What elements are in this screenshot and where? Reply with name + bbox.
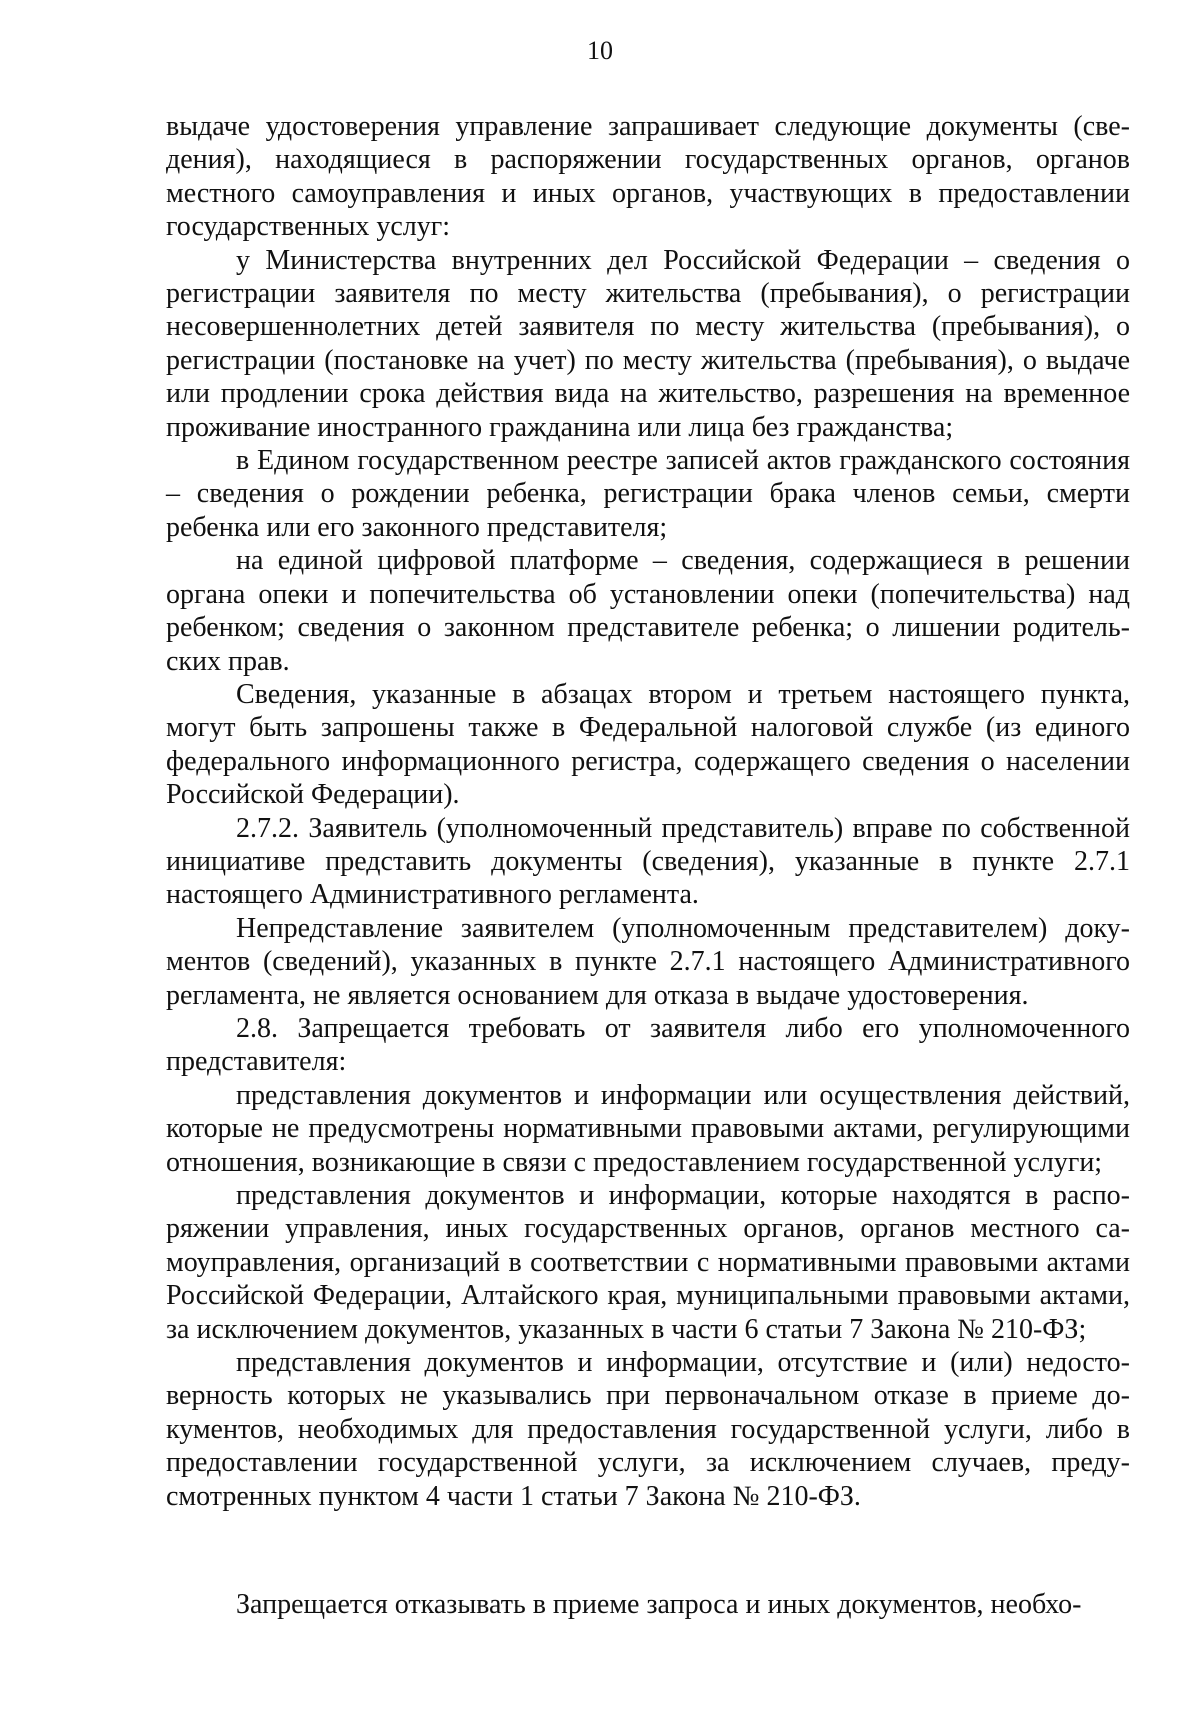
paragraph: представления документов и информации или осуществления действий, которые не предусмотрены нормативными правовыми актами, регулирующими отношения, возникающие в связи с предоставлением государственной услуги; <box>166 1079 1130 1178</box>
continued-paragraph: Запрещается отказывать в приеме запроса и иных документов, необхо- <box>236 1589 1082 1620</box>
paragraph: выдаче удостоверения управление запрашивает следующие документы (сведения), находящиеся в распоряжении государственных органов, органов местного самоуправления и иных органов, участвующих в предоставлении государственных услуг: <box>166 111 1130 243</box>
paragraph: представления документов и информации, которые находятся в распоряжении управления, иных государственных органов, органов местного самоуправления, организаций в соответствии с нормативными правовыми актами Российской Федерации, Алтайского края, муниципальными правовыми актами, за исключением документов, указанных в части 6 статьи 7 Закона № 210-ФЗ; <box>166 1180 1130 1345</box>
paragraph: на единой цифровой платформе – сведения, содержащиеся в решении органа опеки и попечительства об установлении опеки (попечительства) над ребенком; сведения о законном представителе ребенка; о лишении родительских прав. <box>166 545 1130 677</box>
paragraph: у Министерства внутренних дел Российской Федерации – сведения о регистрации заявителя по месту жительства (пребывания), о регистрации несовершеннолетних детей заявителя по месту жительства (пребывания), о регистрации (постановке на учет) по месту жительства (пребывания), о выдаче или продлении срока действия вида на жительство, разрешения на временное проживание иностранного гражданина или лица без гражданства; <box>166 244 1130 443</box>
paragraph: представления документов и информации, отсутствие и (или) недостоверность которых не указывались при первоначальном отказе в приеме документов, необходимых для предоставления государственной услуги, либо в предоставлении государственной услуги, за исключением случаев, предусмотренных пунктом 4 части 1 статьи 7 Закона № 210-ФЗ. <box>166 1347 1130 1512</box>
paragraph: 2.8. Запрещается требовать от заявителя либо его уполномоченного представителя: <box>166 1012 1130 1078</box>
document-body <box>166 110 1130 1513</box>
paragraph: 2.7.2. Заявитель (уполномоченный представитель) вправе по собственной инициативе представить документы (сведения), указанные в пункте 2.7.1 настоящего Административного регламента. <box>166 812 1130 911</box>
paragraph: в Едином государственном реестре записей актов гражданского состояния – сведения о рождении ребенка, регистрации брака членов семьи, смерти ребенка или его законного представителя; <box>166 445 1130 543</box>
paragraph: Сведения, указанные в абзацах втором и третьем настоящего пункта, могут быть запрошены также в Федеральной налоговой службе (из единого федерального информационного регистра, содержащего сведения о населении Российской Федерации). <box>166 678 1130 811</box>
page-number: 10 <box>587 36 613 65</box>
paragraph: Непредставление заявителем (уполномоченным представителем) документов (сведений), указанных в пункте 2.7.1 настоящего Административного регламента, не является основанием для отказа в выдаче удостоверения. <box>166 912 1130 1011</box>
